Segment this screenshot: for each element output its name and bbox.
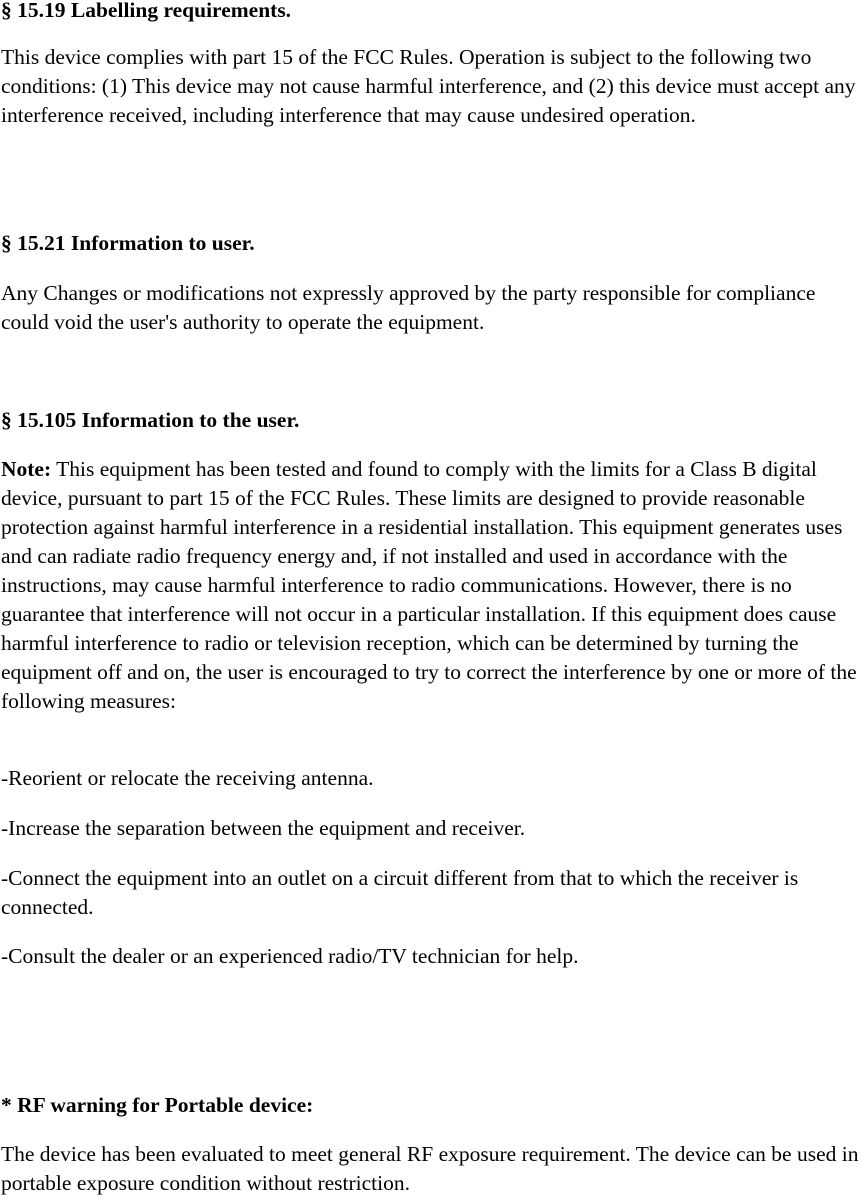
note-label: Note: [1,457,52,481]
section-15-19-heading: § 15.19 Labelling requirements. [1,0,292,22]
measure-item: -Connect the equipment into an outlet on a circuit different from that to which the receiver is connected. [1,866,799,919]
measure-item: -Reorient or relocate the receiving antenna. [1,766,374,790]
section-15-105-note [1,455,859,716]
section-15-21-heading: § 15.21 Information to user. [1,231,255,255]
section-15-105-heading: § 15.105 Information to the user. [1,408,300,432]
measure-item: -Increase the separation between the equipment and receiver. [1,816,526,840]
note-body: This equipment has been tested and found to comply with the limits for a Class B digital device, pursuant to part 15 of the FCC Rules. These limits are designed to provide reasonable protection against harmful interference in a residential installation. This equipment generates uses and can radiate radio frequency energy and, if not installed and used in accordance with the instructions, may cause harmful interference to radio communications. However, there is no guarantee that interference will not occur in a particular installation. If this equipment does cause harmful interference to radio or television reception, which can be determined by turning the equipment off and on, the user is encouraged to try to correct the interference by one or more of the following measures: [1,457,857,713]
measure-item: -Consult the dealer or an experienced radio/TV technician for help. [1,944,579,968]
section-15-19-body: This device complies with part 15 of the FCC Rules. Operation is subject to the following two conditions: (1) This device may not cause harmful interference, and (2) this device must accept any interference received, including interference that may cause undesired operation. [1,45,856,127]
rf-warning-body: The device has been evaluated to meet general RF exposure requirement. The device can be used in portable exposure condition without restriction. [1,1142,859,1195]
rf-warning-heading: * RF warning for Portable device: [1,1093,314,1117]
section-15-21-body: Any Changes or modifications not expressly approved by the party responsible for compliance could void the user's authority to operate the equipment. [1,281,816,334]
